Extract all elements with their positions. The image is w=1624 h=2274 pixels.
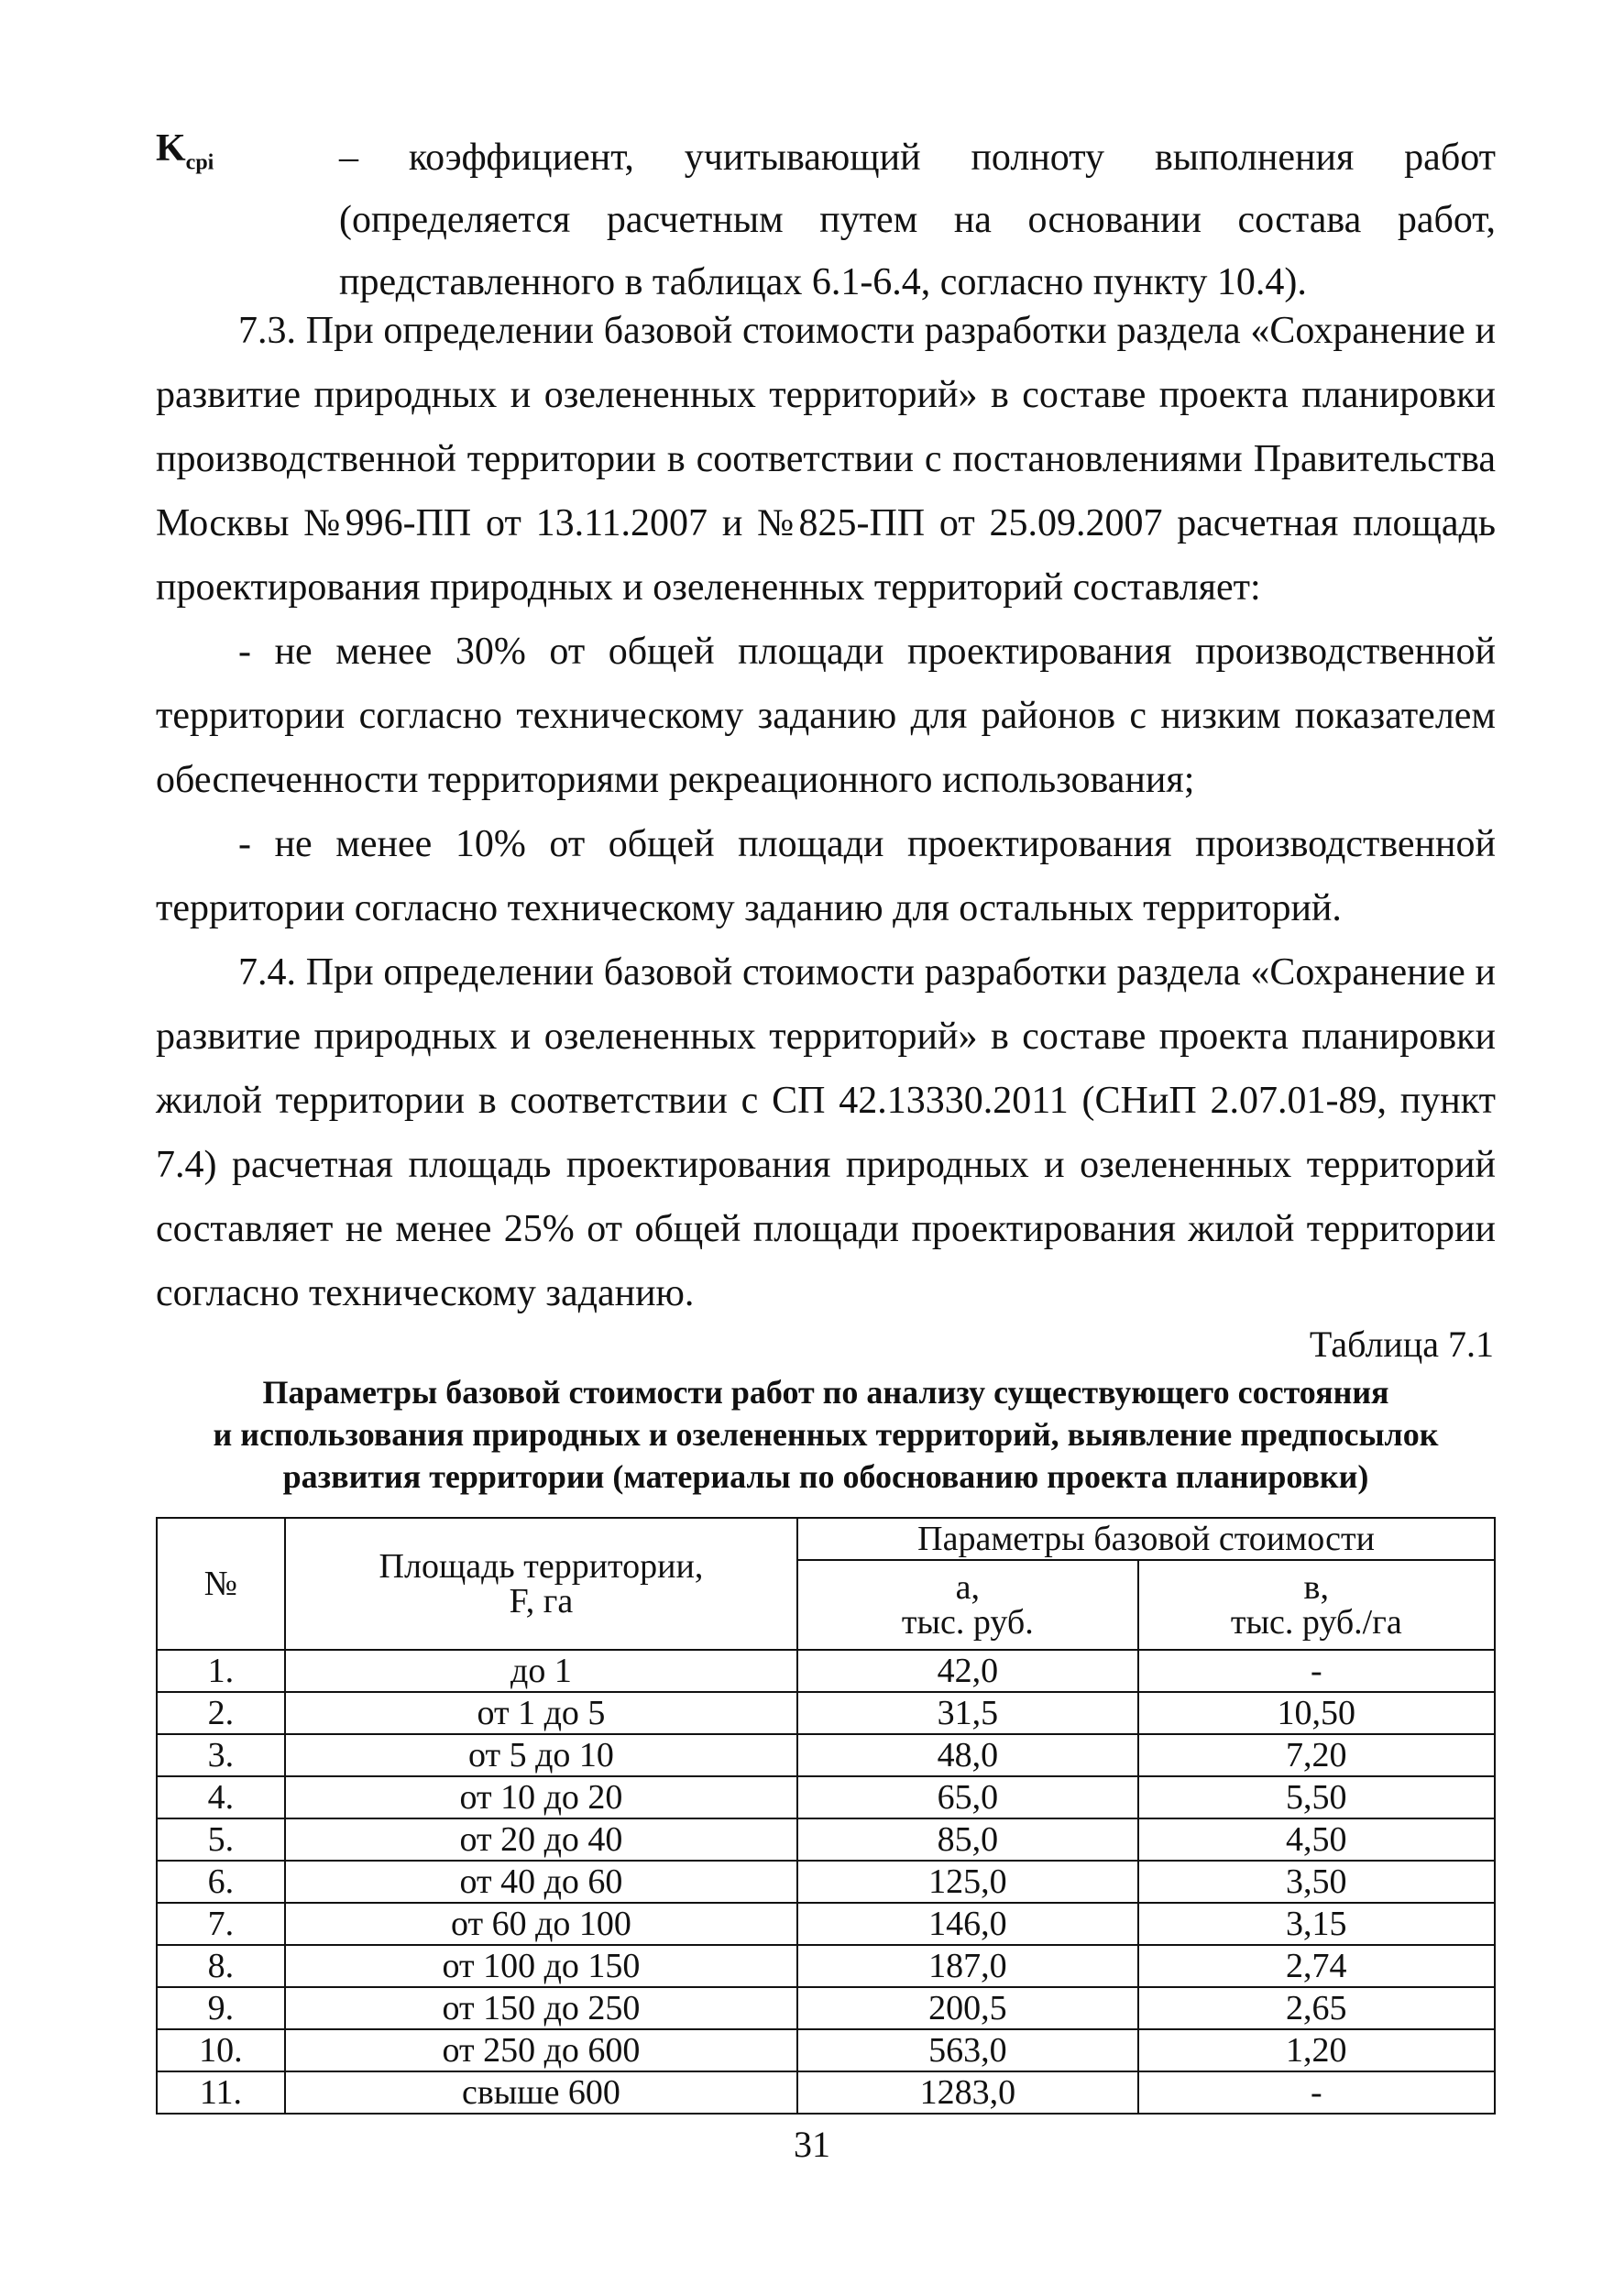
cell-b: 5,50 (1138, 1776, 1495, 1818)
table-row (157, 1692, 1495, 1734)
cell-num: 1. (157, 1650, 285, 1692)
table-header-row (157, 1518, 1495, 1560)
cell-a: 146,0 (797, 1903, 1137, 1945)
cell-area: от 60 до 100 (285, 1903, 797, 1945)
table-row (157, 2071, 1495, 2114)
paragraph-7-4: 7.4. При определении базовой стоимости разработки раздела «Сохранение и развитие природных и озелененных территорий» в составе проекта планировки жилой территории в соответствии с СП 42.13330.2011 (СНиП 2.07.01-89, пункт 7.4) расчетная площадь проектирования природных и озелененных территорий составляет не менее 25% от общей площади проектирования жилой территории согласно техническому заданию. (156, 951, 1496, 1314)
cell-a: 187,0 (797, 1945, 1137, 1987)
cell-area: от 40 до 60 (285, 1861, 797, 1903)
header-num: № (157, 1518, 285, 1650)
paragraph-7-3: 7.3. При определении базовой стоимости разработки раздела «Сохранение и развитие природных и озелененных территорий» в составе проекта планировки производственной территории в соответствии с постановлениями Правительства Москвы №996-ПП от 13.11.2007 и №825-ПП от 25.09.2007 расчетная площадь проектирования природных и озелененных территорий составляет: (156, 310, 1496, 609)
cell-b: 4,50 (1138, 1818, 1495, 1861)
cell-b: 2,74 (1138, 1945, 1495, 1987)
table-label: Таблица 7.1 (1309, 1324, 1494, 1365)
cell-area: до 1 (285, 1650, 797, 1692)
cell-a: 200,5 (797, 1987, 1137, 2029)
cell-area: свыше 600 (285, 2071, 797, 2114)
bullet-30-percent: - не менее 30% от общей площади проектирования производственной территории согласно техническому заданию для районов с низким показателем обеспеченности территориями рекреационного использования; (156, 631, 1496, 801)
table-row (157, 2029, 1495, 2071)
cell-b: 2,65 (1138, 1987, 1495, 2029)
cell-num: 9. (157, 1987, 285, 2029)
header-params: Параметры базовой стоимости (797, 1518, 1495, 1560)
cell-area: от 1 до 5 (285, 1692, 797, 1734)
table-title-line: и использования природных и озелененных территорий, выявление предпосылок (213, 1416, 1439, 1453)
table-title-line: Параметры базовой стоимости работ по анализу существующего состояния (262, 1374, 1389, 1411)
table-row (157, 1734, 1495, 1776)
definition-text: – коэффициент, учитывающий полноту выполнения работ (определяется расчетным путем на основании состава работ, представленного в таблицах 6.1-6.4, согласно пункту 10.4). (339, 137, 1496, 303)
cell-a: 48,0 (797, 1734, 1137, 1776)
cell-a: 1283,0 (797, 2071, 1137, 2114)
page-number: 31 (794, 2124, 830, 2165)
cell-num: 10. (157, 2029, 285, 2071)
table-title (156, 1371, 1496, 1498)
cell-a: 563,0 (797, 2029, 1137, 2071)
table-row (157, 1987, 1495, 2029)
cell-area: от 20 до 40 (285, 1818, 797, 1861)
cell-area: от 10 до 20 (285, 1776, 797, 1818)
table-row (157, 1776, 1495, 1818)
cell-a: 65,0 (797, 1776, 1137, 1818)
header-area: Площадь территории, F, га (285, 1518, 797, 1650)
cell-b: 1,20 (1138, 2029, 1495, 2071)
cell-b: 10,50 (1138, 1692, 1495, 1734)
cell-a: 85,0 (797, 1818, 1137, 1861)
cell-a: 31,5 (797, 1692, 1137, 1734)
table-row (157, 1650, 1495, 1692)
header-a: а, тыс. руб. (797, 1560, 1137, 1650)
cell-num: 5. (157, 1818, 285, 1861)
cell-area: от 100 до 150 (285, 1945, 797, 1987)
cell-num: 11. (157, 2071, 285, 2114)
table-row (157, 1903, 1495, 1945)
cost-parameters-table (156, 1517, 1496, 2115)
table-title-line: развития территории (материалы по обоснованию проекта планировки) (282, 1458, 1369, 1495)
cell-b: 3,15 (1138, 1903, 1495, 1945)
cell-b: - (1138, 1650, 1495, 1692)
cell-num: 3. (157, 1734, 285, 1776)
cell-area: от 5 до 10 (285, 1734, 797, 1776)
definition-symbol: $K_{cpi}$ (156, 127, 214, 175)
cell-num: 8. (157, 1945, 285, 1987)
cell-num: 4. (157, 1776, 285, 1818)
cell-area: от 150 до 250 (285, 1987, 797, 2029)
cell-b: - (1138, 2071, 1495, 2114)
cell-num: 2. (157, 1692, 285, 1734)
cell-num: 7. (157, 1903, 285, 1945)
cell-a: 42,0 (797, 1650, 1137, 1692)
cell-a: 125,0 (797, 1861, 1137, 1903)
header-b: в, тыс. руб./га (1138, 1560, 1495, 1650)
cell-num: 6. (157, 1861, 285, 1903)
bullet-10-percent: - не менее 10% от общей площади проектирования производственной территории согласно техническому заданию для остальных территорий. (156, 823, 1496, 929)
table-row (157, 1818, 1495, 1861)
table-row (157, 1861, 1495, 1903)
cell-area: от 250 до 600 (285, 2029, 797, 2071)
cell-b: 3,50 (1138, 1861, 1495, 1903)
table-row (157, 1945, 1495, 1987)
cell-b: 7,20 (1138, 1734, 1495, 1776)
